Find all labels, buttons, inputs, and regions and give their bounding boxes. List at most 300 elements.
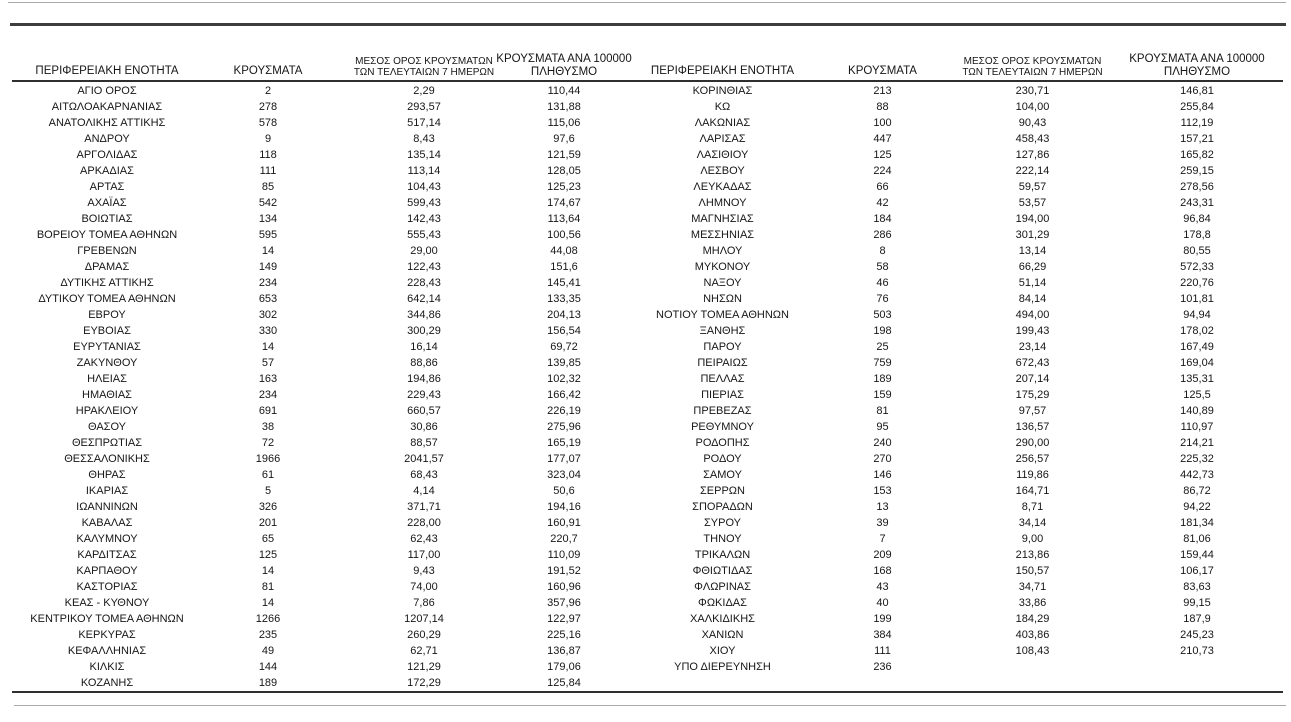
cell-avg7: 256,57 xyxy=(1015,453,1050,465)
cell-per100k: 178,02 xyxy=(1180,325,1214,337)
cell-avg7: 62,43 xyxy=(410,533,438,545)
cell-per100k: 86,72 xyxy=(1183,485,1211,497)
cell-region: ΑΡΤΑΣ xyxy=(89,181,125,193)
cell-region: ΚΕΝΤΡΙΚΟΥ ΤΟΜΕΑ ΑΘΗΝΩΝ xyxy=(30,613,184,625)
cell-per100k: 165,19 xyxy=(547,437,581,449)
cell-region: ΚΕΡΚΥΡΑΣ xyxy=(78,629,136,641)
cell-region: ΕΒΡΟΥ xyxy=(88,309,126,321)
cell-cases: 159 xyxy=(873,389,892,401)
cell-cases: 149 xyxy=(258,261,278,273)
cell-region: ΦΛΩΡΙΝΑΣ xyxy=(694,581,751,593)
cell-cases: 14 xyxy=(261,245,275,257)
cell-cases: 234 xyxy=(258,277,278,289)
cell-region: ΑΡΚΑΔΙΑΣ xyxy=(80,165,134,177)
cell-region: ΘΗΡΑΣ xyxy=(88,469,126,481)
cell-avg7: 88,86 xyxy=(410,357,438,369)
cell-region: ΝΑΞΟΥ xyxy=(703,277,742,289)
cell-region: ΖΑΚΥΝΘΟΥ xyxy=(76,357,138,369)
cell-cases: 42 xyxy=(876,197,889,209)
table-body-left xyxy=(12,83,614,691)
column-header-cases xyxy=(820,46,945,80)
cell-region: ΚΑΒΑΛΑΣ xyxy=(81,517,133,529)
cell-cases: 234 xyxy=(258,389,278,401)
cell-cases: 13 xyxy=(876,501,889,513)
cell-per100k: 357,96 xyxy=(547,597,581,609)
cell-region: ΚΑΡΠΑΘΟΥ xyxy=(76,565,138,577)
cell-region: ΘΑΣΟΥ xyxy=(87,421,127,433)
cell-region: ΜΑΓΝΗΣΙΑΣ xyxy=(691,213,754,225)
cell-cases: 199 xyxy=(873,613,892,625)
cell-cases: 125 xyxy=(258,549,278,561)
cell-avg7: 127,86 xyxy=(1015,149,1050,161)
cell-cases: 58 xyxy=(876,261,889,273)
cell-avg7: 1207,14 xyxy=(404,613,444,625)
cell-avg7: 199,43 xyxy=(1015,325,1050,337)
cell-cases: 326 xyxy=(258,501,278,513)
cell-region: ΑΝΑΤΟΛΙΚΗΣ ΑΤΤΙΚΗΣ xyxy=(48,117,166,129)
cell-per100k: 100,56 xyxy=(547,229,581,241)
cell-avg7: 9,43 xyxy=(413,565,435,577)
cell-cases: 503 xyxy=(873,309,892,321)
cell-avg7: 642,14 xyxy=(407,293,441,305)
cell-avg7: 88,57 xyxy=(410,437,438,449)
cell-cases: 384 xyxy=(873,629,892,641)
cell-cases: 595 xyxy=(258,229,278,241)
cell-avg7: 660,57 xyxy=(407,405,441,417)
cell-cases: 213 xyxy=(873,85,892,97)
cell-cases: 153 xyxy=(873,485,892,497)
cell-cases: 2 xyxy=(264,85,272,97)
cell-region: ΗΡΑΚΛΕΙΟΥ xyxy=(75,405,139,417)
cell-region: ΘΕΣΣΑΛΟΝΙΚΗΣ xyxy=(64,453,150,465)
column-header-per-100k xyxy=(496,46,632,80)
cell-cases: 111 xyxy=(874,645,891,657)
cell-avg7: 194,86 xyxy=(407,373,441,385)
cell-per100k: 225,16 xyxy=(547,629,581,641)
cell-avg7: 13,14 xyxy=(1018,245,1047,257)
cell-per100k: 572,33 xyxy=(1180,261,1214,273)
cell-cases: 1966 xyxy=(255,453,281,465)
cell-cases: 14 xyxy=(261,565,275,577)
cell-avg7: 113,14 xyxy=(407,165,441,177)
cell-avg7: 344,86 xyxy=(407,309,441,321)
cell-per100k: 135,31 xyxy=(1180,373,1214,385)
cell-cases: 76 xyxy=(876,293,889,305)
cell-avg7: 9,00 xyxy=(1021,533,1044,545)
cell-cases: 144 xyxy=(258,661,278,673)
table-header-row xyxy=(625,46,1274,80)
cell-avg7: 29,00 xyxy=(410,245,438,257)
cell-region: ΛΑΚΩΝΙΑΣ xyxy=(694,117,751,129)
cell-per100k: 255,84 xyxy=(1180,101,1214,113)
cell-cases: 578 xyxy=(258,117,278,129)
cell-avg7: 8,71 xyxy=(1021,501,1044,513)
cell-avg7: 104,00 xyxy=(1015,101,1050,113)
cell-per100k: 156,54 xyxy=(547,325,581,337)
cell-cases: 270 xyxy=(873,453,892,465)
cell-region: ΛΗΜΝΟΥ xyxy=(698,197,747,209)
cell-region: ΠΑΡΟΥ xyxy=(703,341,742,353)
cell-region: ΚΕΑΣ - ΚΥΘΝΟΥ xyxy=(64,597,150,609)
cell-region: ΞΑΝΘΗΣ xyxy=(699,325,746,337)
cell-avg7: 74,00 xyxy=(410,581,438,593)
cell-region: ΧΑΛΚΙΔΙΚΗΣ xyxy=(690,613,755,625)
cell-per100k: 81,06 xyxy=(1183,533,1211,545)
cell-avg7: 4,14 xyxy=(413,485,435,497)
cell-cases: 146 xyxy=(873,469,892,481)
cell-per100k: 259,15 xyxy=(1180,165,1214,177)
column-header-region xyxy=(12,46,202,80)
cell-cases: 653 xyxy=(258,293,278,305)
cell-cases: 88 xyxy=(876,101,889,113)
cell-region: ΚΩ xyxy=(714,101,731,113)
cell-region: ΣΕΡΡΩΝ xyxy=(700,485,745,497)
cell-region: ΣΠΟΡΑΔΩΝ xyxy=(692,501,753,513)
cell-per100k: 165,82 xyxy=(1180,149,1214,161)
cell-cases: 209 xyxy=(873,549,892,561)
column-header-per-100k-line2: ΠΛΗΘΥΣΜΟ xyxy=(530,65,598,78)
cell-per100k: 191,52 xyxy=(547,565,581,577)
cell-cases: 9 xyxy=(264,133,272,145)
cell-cases: 224 xyxy=(873,165,892,177)
cell-region: ΚΕΦΑΛΛΗΝΙΑΣ xyxy=(67,645,147,657)
cell-avg7: 108,43 xyxy=(1015,645,1050,657)
cell-cases: 201 xyxy=(258,517,278,529)
cell-cases: 95 xyxy=(876,421,889,433)
cell-per100k: 225,32 xyxy=(1180,453,1214,465)
cell-cases: 14 xyxy=(261,341,275,353)
cell-region: ΗΛΕΙΑΣ xyxy=(87,373,127,385)
cell-region: ΦΩΚΙΔΑΣ xyxy=(698,597,747,609)
cell-avg7: 229,43 xyxy=(407,389,441,401)
cell-avg7: 194,00 xyxy=(1015,213,1050,225)
cell-per100k: 122,97 xyxy=(547,613,581,625)
regional-table-right xyxy=(625,46,1274,691)
cell-avg7: 122,43 xyxy=(407,261,441,273)
cell-cases: 302 xyxy=(258,309,278,321)
cell-avg7: 150,57 xyxy=(1015,565,1050,577)
cell-per100k xyxy=(1120,659,1274,675)
cell-region: ΛΑΣΙΘΙΟΥ xyxy=(696,149,749,161)
cell-per100k: 194,16 xyxy=(547,501,581,513)
cell-avg7: 68,43 xyxy=(410,469,438,481)
cell-per100k: 136,87 xyxy=(547,645,581,657)
cell-cases: 118 xyxy=(259,149,277,161)
cell-per100k: 131,88 xyxy=(547,101,581,113)
cell-per100k: 174,67 xyxy=(547,197,581,209)
cell-per100k: 151,6 xyxy=(550,261,578,273)
cell-avg7: 207,14 xyxy=(1015,373,1050,385)
cell-region: ΛΑΡΙΣΑΣ xyxy=(699,133,746,145)
cell-region: ΙΩΑΝΝΙΝΩΝ xyxy=(76,501,138,513)
cell-region: ΕΥΡΥΤΑΝΙΑΣ xyxy=(73,341,141,353)
cell-cases: 38 xyxy=(261,421,275,433)
cell-avg7: 184,29 xyxy=(1015,613,1050,625)
cell-cases: 85 xyxy=(261,181,275,193)
cell-avg7: 53,57 xyxy=(1018,197,1047,209)
cell-region: ΡΕΘΥΜΝΟΥ xyxy=(691,421,754,433)
cell-per100k: 243,31 xyxy=(1180,197,1214,209)
cell-per100k: 112,19 xyxy=(1180,117,1214,129)
cell-per100k: 139,85 xyxy=(547,357,581,369)
table-header-row xyxy=(12,46,632,80)
cell-avg7: 371,71 xyxy=(407,501,441,513)
cell-cases: 278 xyxy=(258,101,278,113)
cell-cases: 7 xyxy=(879,533,886,545)
cell-cases: 236 xyxy=(873,661,892,673)
column-header-per-100k-line1: ΚΡΟΥΣΜΑΤΑ ΑΝΑ 100000 xyxy=(496,53,632,65)
cell-per100k: 110,44 xyxy=(547,85,581,97)
cell-cases: 542 xyxy=(258,197,278,209)
cell-avg7: 34,71 xyxy=(1018,581,1047,593)
column-header-7day-average-line2: ΤΩΝ ΤΕΛΕΥΤΑΙΩΝ 7 ΗΜΕΡΩΝ xyxy=(353,67,495,78)
cell-per100k: 204,13 xyxy=(547,309,581,321)
cell-cases: 235 xyxy=(258,629,278,641)
cell-region: ΥΠΟ ΔΙΕΡΕΥΝΗΣΗ xyxy=(674,661,771,673)
cell-avg7: 7,86 xyxy=(413,597,435,609)
column-header-region xyxy=(625,46,820,80)
column-header-region-label: ΠΕΡΙΦΕΡΕΙΑΚΗ ΕΝΟΤΗΤΑ xyxy=(650,65,795,77)
cell-per100k: 140,89 xyxy=(1180,405,1214,417)
cell-per100k: 146,81 xyxy=(1180,85,1214,97)
cell-avg7: 121,29 xyxy=(407,661,441,673)
cell-per100k: 275,96 xyxy=(547,421,581,433)
cell-avg7: 84,14 xyxy=(1018,293,1047,305)
cell-cases: 65 xyxy=(261,533,275,545)
cell-per100k: 167,49 xyxy=(1180,341,1214,353)
cell-avg7: 172,29 xyxy=(407,677,441,689)
cell-region: ΔΥΤΙΚΗΣ ΑΤΤΙΚΗΣ xyxy=(60,277,154,289)
cell-region: ΠΕΙΡΑΙΩΣ xyxy=(697,357,748,369)
cell-cases: 46 xyxy=(876,277,889,289)
column-header-region-label: ΠΕΡΙΦΕΡΕΙΑΚΗ ΕΝΟΤΗΤΑ xyxy=(35,65,179,77)
cell-avg7: 62,71 xyxy=(410,645,438,657)
cell-per100k: 214,21 xyxy=(1180,437,1214,449)
bottom-thin-divider xyxy=(14,705,1286,706)
cell-region: ΚΟΡΙΝΘΙΑΣ xyxy=(692,85,753,97)
cell-region: ΣΥΡΟΥ xyxy=(703,517,741,529)
cell-region: ΤΗΝΟΥ xyxy=(703,533,742,545)
cell-per100k: 99,15 xyxy=(1183,597,1211,609)
cell-cases: 1266 xyxy=(255,613,281,625)
cell-region: ΝΟΤΙΟΥ ΤΟΜΕΑ ΑΘΗΝΩΝ xyxy=(656,309,789,321)
cell-cases: 330 xyxy=(258,325,278,337)
cell-avg7: 51,14 xyxy=(1018,277,1047,289)
cell-per100k: 50,6 xyxy=(553,485,575,497)
top-thick-divider xyxy=(10,23,1286,26)
regional-cases-tables xyxy=(12,46,1274,691)
cell-per100k: 177,07 xyxy=(547,453,581,465)
cell-per100k: 106,17 xyxy=(1180,565,1214,577)
cell-per100k: 121,59 xyxy=(547,149,581,161)
cell-per100k: 178,8 xyxy=(1183,229,1211,241)
bottom-thick-divider xyxy=(12,691,1283,693)
cell-cases: 691 xyxy=(258,405,278,417)
cell-cases: 5 xyxy=(264,485,272,497)
cell-cases: 14 xyxy=(261,597,275,609)
cell-avg7: 23,14 xyxy=(1018,341,1047,353)
cell-avg7: 97,57 xyxy=(1018,405,1047,417)
cell-cases: 43 xyxy=(876,581,889,593)
cell-cases: 189 xyxy=(873,373,892,385)
cell-per100k: 166,42 xyxy=(547,389,581,401)
cell-avg7: 228,43 xyxy=(407,277,441,289)
cell-cases: 40 xyxy=(876,597,889,609)
cell-per100k: 94,94 xyxy=(1183,309,1211,321)
cell-cases: 49 xyxy=(261,645,275,657)
cell-per100k: 323,04 xyxy=(547,469,581,481)
cell-per100k: 245,23 xyxy=(1180,629,1214,641)
cell-avg7: 90,43 xyxy=(1018,117,1047,129)
top-thin-divider xyxy=(8,2,1286,3)
cell-region: ΜΥΚΟΝΟΥ xyxy=(694,261,751,273)
cell-avg7: 213,86 xyxy=(1015,549,1050,561)
cell-cases: 111 xyxy=(259,165,277,177)
cell-region: ΚΑΡΔΙΤΣΑΣ xyxy=(77,549,137,561)
cell-per100k: 110,97 xyxy=(1180,421,1214,433)
column-header-7day-average-line1: ΜΕΣΟΣ ΟΡΟΣ ΚΡΟΥΣΜΑΤΩΝ xyxy=(963,56,1102,67)
cell-per100k: 125,84 xyxy=(547,677,581,689)
cell-avg7: 458,43 xyxy=(1015,133,1050,145)
cell-per100k: 160,91 xyxy=(547,517,581,529)
cell-per100k: 181,34 xyxy=(1180,517,1214,529)
cell-avg7: 59,57 xyxy=(1018,181,1047,193)
column-header-7day-average xyxy=(945,46,1120,80)
regional-table-left xyxy=(12,46,632,691)
cell-cases: 759 xyxy=(873,357,892,369)
cell-per100k: 220,76 xyxy=(1180,277,1214,289)
cell-cases: 100 xyxy=(873,117,892,129)
cell-region: ΛΕΣΒΟΥ xyxy=(700,165,745,177)
cell-per100k: 44,08 xyxy=(550,245,578,257)
cell-avg7: 228,00 xyxy=(407,517,441,529)
cell-per100k: 157,21 xyxy=(1180,133,1214,145)
cell-per100k: 226,19 xyxy=(547,405,581,417)
table-body-right xyxy=(625,83,1274,675)
cell-region: ΝΗΣΩΝ xyxy=(703,293,742,305)
cell-region: ΡΟΔΟΥ xyxy=(703,453,742,465)
cell-per100k: 97,6 xyxy=(553,133,575,145)
cell-avg7: 119,86 xyxy=(1016,469,1049,481)
cell-cases: 81 xyxy=(261,581,275,593)
cell-per100k: 159,44 xyxy=(1180,549,1214,561)
cell-per100k: 69,72 xyxy=(550,341,578,353)
cell-region: ΒΟΙΩΤΙΑΣ xyxy=(81,213,133,225)
cell-avg7: 290,00 xyxy=(1015,437,1050,449)
cell-region: ΠΡΕΒΕΖΑΣ xyxy=(693,405,752,417)
cell-per100k: 94,22 xyxy=(1183,501,1211,513)
cell-avg7: 66,29 xyxy=(1018,261,1047,273)
cell-cases: 57 xyxy=(261,357,275,369)
cell-avg7: 117,00 xyxy=(407,549,441,561)
cell-per100k: 83,63 xyxy=(1183,581,1211,593)
cell-cases: 81 xyxy=(876,405,889,417)
column-header-cases-label: ΚΡΟΥΣΜΑΤΑ xyxy=(848,65,917,77)
cell-per100k: 179,06 xyxy=(547,661,581,673)
cell-cases: 125 xyxy=(873,149,892,161)
cell-avg7: 300,29 xyxy=(407,325,441,337)
cell-region: ΧΑΝΙΩΝ xyxy=(701,629,744,641)
cell-avg7: 260,29 xyxy=(407,629,441,641)
cell-cases: 61 xyxy=(261,469,275,481)
cell-region: ΛΕΥΚΑΔΑΣ xyxy=(693,181,752,193)
cell-per100k: 442,73 xyxy=(1180,469,1214,481)
cell-avg7: 599,43 xyxy=(407,197,441,209)
cell-region: ΘΕΣΠΡΩΤΙΑΣ xyxy=(71,437,143,449)
cell-cases: 66 xyxy=(876,181,889,193)
cell-avg7: 2041,57 xyxy=(404,453,444,465)
cell-region: ΡΟΔΟΠΗΣ xyxy=(695,437,750,449)
cell-per100k: 125,23 xyxy=(547,181,581,193)
cell-per100k: 110,09 xyxy=(547,549,581,561)
cell-avg7: 16,14 xyxy=(410,341,438,353)
cell-cases: 286 xyxy=(873,229,892,241)
cell-avg7: 34,14 xyxy=(1018,517,1047,529)
cell-per100k: 128,05 xyxy=(547,165,581,177)
cell-per100k: 169,04 xyxy=(1180,357,1214,369)
cell-avg7: 104,43 xyxy=(407,181,441,193)
cell-region: ΚΑΣΤΟΡΙΑΣ xyxy=(76,581,138,593)
cell-avg7: 2,29 xyxy=(413,85,435,97)
column-header-per-100k xyxy=(1120,46,1274,80)
cell-avg7: 30,86 xyxy=(410,421,438,433)
cell-region: ΑΓΙΟ ΟΡΟΣ xyxy=(77,85,137,97)
cell-per100k: 160,96 xyxy=(547,581,581,593)
cell-region: ΑΝΔΡΟΥ xyxy=(84,133,130,145)
cell-per100k: 133,35 xyxy=(547,293,581,305)
cell-region: ΣΑΜΟΥ xyxy=(703,469,742,481)
cell-avg7: 403,86 xyxy=(1015,629,1050,641)
cell-cases: 184 xyxy=(873,213,892,225)
cell-cases: 198 xyxy=(873,325,892,337)
cell-avg7: 555,43 xyxy=(407,229,441,241)
cell-region: ΗΜΑΘΙΑΣ xyxy=(82,389,132,401)
cell-per100k: 145,41 xyxy=(547,277,581,289)
cell-region: ΜΕΣΣΗΝΙΑΣ xyxy=(690,229,755,241)
cell-region: ΚΑΛΥΜΝΟΥ xyxy=(76,533,138,545)
cell-cases: 163 xyxy=(258,373,278,385)
cell-cases: 39 xyxy=(876,517,889,529)
cell-per100k: 115,06 xyxy=(547,117,581,129)
cell-avg7 xyxy=(945,659,1120,675)
cell-avg7: 494,00 xyxy=(1015,309,1050,321)
cell-per100k: 102,32 xyxy=(547,373,581,385)
column-header-per-100k-line1: ΚΡΟΥΣΜΑΤΑ ΑΝΑ 100000 xyxy=(1129,53,1265,65)
cell-per100k: 220,7 xyxy=(550,533,578,545)
cell-region: ΚΟΖΑΝΗΣ xyxy=(80,677,134,689)
cell-region: ΚΙΛΚΙΣ xyxy=(89,661,125,673)
cell-cases: 189 xyxy=(258,677,278,689)
cell-avg7: 517,14 xyxy=(407,117,441,129)
cell-cases: 72 xyxy=(261,437,275,449)
cell-per100k: 210,73 xyxy=(1180,645,1214,657)
cell-per100k: 187,9 xyxy=(1183,613,1211,625)
cell-avg7: 135,14 xyxy=(407,149,441,161)
cell-region: ΕΥΒΟΙΑΣ xyxy=(83,325,131,337)
cell-avg7: 33,86 xyxy=(1018,597,1047,609)
cell-avg7: 230,71 xyxy=(1015,85,1050,97)
cell-region: ΑΧΑΪΑΣ xyxy=(87,197,127,209)
column-header-per-100k-line2: ΠΛΗΘΥΣΜΟ xyxy=(1163,65,1231,78)
cell-avg7: 293,57 xyxy=(407,101,441,113)
cell-avg7: 672,43 xyxy=(1015,357,1050,369)
cell-per100k: 278,56 xyxy=(1180,181,1214,193)
cell-cases: 447 xyxy=(873,133,892,145)
cell-per100k: 113,64 xyxy=(547,213,581,225)
column-header-cases-label: ΚΡΟΥΣΜΑΤΑ xyxy=(233,65,303,77)
cell-region: ΤΡΙΚΑΛΩΝ xyxy=(694,549,751,561)
cell-per100k: 101,81 xyxy=(1180,293,1214,305)
